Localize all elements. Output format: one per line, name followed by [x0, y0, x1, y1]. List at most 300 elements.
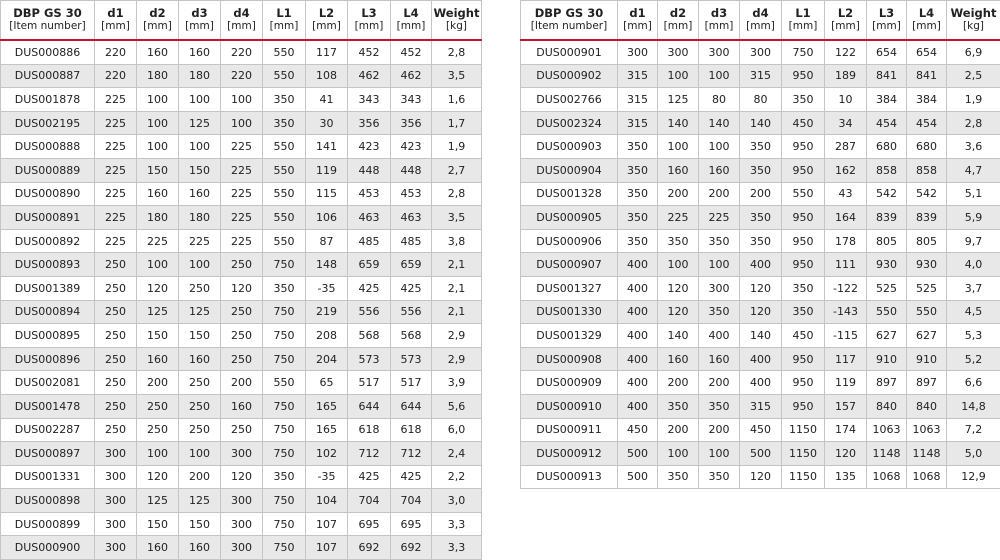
value-cell: 7,2 — [947, 418, 1000, 442]
value-cell: 100 — [699, 135, 740, 159]
value-cell: 568 — [391, 324, 432, 348]
value-cell: -143 — [825, 300, 867, 324]
value-cell: 315 — [618, 88, 658, 112]
value-cell: 225 — [95, 88, 137, 112]
value-cell: 400 — [740, 253, 782, 277]
table-row — [1, 135, 482, 159]
value-cell: 950 — [782, 371, 825, 395]
value-cell: 485 — [348, 229, 391, 253]
value-cell: 150 — [179, 324, 221, 348]
value-cell: 425 — [348, 276, 391, 300]
value-cell: 135 — [825, 465, 867, 489]
value-cell: 120 — [137, 465, 179, 489]
value-cell: 200 — [179, 465, 221, 489]
value-cell: 350 — [782, 300, 825, 324]
value-cell: 450 — [740, 418, 782, 442]
value-cell: 160 — [221, 394, 263, 418]
value-cell: 120 — [740, 276, 782, 300]
value-cell: -35 — [306, 465, 348, 489]
value-cell: 400 — [618, 253, 658, 277]
column-header — [1, 1, 95, 41]
value-cell: 100 — [137, 253, 179, 277]
value-cell: 384 — [867, 88, 907, 112]
table-row — [521, 442, 1000, 466]
value-cell: 858 — [867, 158, 907, 182]
column-header-name: d3 — [699, 7, 739, 20]
product-table-right — [520, 0, 1000, 489]
value-cell: 462 — [391, 64, 432, 88]
value-cell: 100 — [658, 442, 699, 466]
value-cell: 165 — [306, 418, 348, 442]
value-cell: 1148 — [867, 442, 907, 466]
value-cell: 2,4 — [432, 442, 482, 466]
value-cell: 3,7 — [947, 276, 1000, 300]
column-header-name: d2 — [137, 7, 178, 20]
item-number-cell: DUS002081 — [1, 371, 95, 395]
value-cell: 160 — [179, 347, 221, 371]
value-cell: 350 — [740, 206, 782, 230]
value-cell: 485 — [391, 229, 432, 253]
item-number-cell: DUS001330 — [521, 300, 618, 324]
value-cell: 2,8 — [432, 182, 482, 206]
item-number-cell: DUS000897 — [1, 442, 95, 466]
value-cell: 14,8 — [947, 394, 1000, 418]
table-row — [521, 418, 1000, 442]
value-cell: 250 — [137, 418, 179, 442]
value-cell: 462 — [348, 64, 391, 88]
item-number-cell: DUS000886 — [1, 40, 95, 64]
value-cell: 712 — [348, 442, 391, 466]
value-cell: 287 — [825, 135, 867, 159]
value-cell: 250 — [221, 324, 263, 348]
column-header-unit: [mm] — [306, 20, 347, 33]
value-cell: 463 — [391, 206, 432, 230]
value-cell: 225 — [95, 111, 137, 135]
value-cell: 250 — [221, 347, 263, 371]
column-header — [825, 1, 867, 41]
item-number-cell: DUS000912 — [521, 442, 618, 466]
value-cell: 100 — [699, 253, 740, 277]
value-cell: 343 — [391, 88, 432, 112]
value-cell: 448 — [391, 158, 432, 182]
value-cell: 750 — [263, 394, 306, 418]
value-cell: 111 — [825, 253, 867, 277]
value-cell: 659 — [391, 253, 432, 277]
value-cell: 841 — [867, 64, 907, 88]
value-cell: 350 — [618, 229, 658, 253]
value-cell: 6,0 — [432, 418, 482, 442]
value-cell: 200 — [658, 418, 699, 442]
value-cell: 350 — [263, 88, 306, 112]
value-cell: 400 — [699, 324, 740, 348]
value-cell: 618 — [348, 418, 391, 442]
column-header — [618, 1, 658, 41]
value-cell: 107 — [306, 536, 348, 560]
column-header-unit: [mm] — [699, 20, 739, 33]
value-cell: 100 — [137, 111, 179, 135]
value-cell: 350 — [740, 135, 782, 159]
item-number-cell: DUS000900 — [1, 536, 95, 560]
table-row — [1, 418, 482, 442]
value-cell: 350 — [263, 465, 306, 489]
value-cell: 3,3 — [432, 512, 482, 536]
column-header-name: L3 — [867, 7, 906, 20]
value-cell: 4,5 — [947, 300, 1000, 324]
value-cell: 525 — [867, 276, 907, 300]
table-row — [1, 182, 482, 206]
value-cell: 300 — [699, 40, 740, 64]
value-cell: 104 — [306, 489, 348, 513]
value-cell: 454 — [867, 111, 907, 135]
column-header-name: DBP GS 30 — [521, 7, 617, 20]
column-header-unit: [Item number] — [1, 20, 94, 33]
value-cell: 659 — [348, 253, 391, 277]
item-number-cell: DUS000891 — [1, 206, 95, 230]
table-row — [1, 40, 482, 64]
value-cell: 450 — [782, 324, 825, 348]
column-header-name: d4 — [740, 7, 781, 20]
value-cell: 80 — [699, 88, 740, 112]
table-row — [521, 64, 1000, 88]
value-cell: 250 — [179, 276, 221, 300]
column-header — [306, 1, 348, 41]
value-cell: 750 — [263, 324, 306, 348]
value-cell: 178 — [825, 229, 867, 253]
value-cell: 400 — [618, 324, 658, 348]
value-cell: 840 — [907, 394, 947, 418]
value-cell: 400 — [740, 371, 782, 395]
value-cell: 150 — [179, 512, 221, 536]
value-cell: 5,1 — [947, 182, 1000, 206]
value-cell: 315 — [618, 64, 658, 88]
value-cell: 30 — [306, 111, 348, 135]
value-cell: 160 — [137, 347, 179, 371]
value-cell: 1068 — [867, 465, 907, 489]
table-row — [1, 489, 482, 513]
column-header-unit: [mm] — [95, 20, 136, 33]
item-number-cell: DUS002195 — [1, 111, 95, 135]
value-cell: 140 — [740, 324, 782, 348]
value-cell: 1,9 — [432, 135, 482, 159]
item-number-cell: DUS000902 — [521, 64, 618, 88]
column-header — [391, 1, 432, 41]
value-cell: 350 — [658, 229, 699, 253]
value-cell: 180 — [179, 64, 221, 88]
value-cell: 910 — [907, 347, 947, 371]
column-header-name: L4 — [391, 7, 431, 20]
value-cell: 950 — [782, 229, 825, 253]
value-cell: 315 — [618, 111, 658, 135]
value-cell: 160 — [137, 182, 179, 206]
value-cell: 140 — [658, 324, 699, 348]
value-cell: 350 — [699, 229, 740, 253]
value-cell: 1063 — [867, 418, 907, 442]
item-number-cell: DUS000888 — [1, 135, 95, 159]
item-number-cell: DUS002287 — [1, 418, 95, 442]
value-cell: 550 — [263, 40, 306, 64]
value-cell: 692 — [348, 536, 391, 560]
value-cell: 350 — [740, 229, 782, 253]
value-cell: 858 — [907, 158, 947, 182]
value-cell: 750 — [263, 300, 306, 324]
value-cell: 119 — [306, 158, 348, 182]
value-cell: 100 — [137, 442, 179, 466]
item-number-cell: DUS002324 — [521, 111, 618, 135]
value-cell: 550 — [263, 158, 306, 182]
table-row — [1, 347, 482, 371]
value-cell: 220 — [95, 64, 137, 88]
value-cell: 423 — [391, 135, 432, 159]
value-cell: 160 — [179, 40, 221, 64]
column-header — [658, 1, 699, 41]
value-cell: 225 — [658, 206, 699, 230]
table-row — [521, 111, 1000, 135]
value-cell: 750 — [263, 536, 306, 560]
value-cell: 250 — [95, 276, 137, 300]
value-cell: 400 — [618, 347, 658, 371]
value-cell: 140 — [658, 111, 699, 135]
item-number-cell: DUS000904 — [521, 158, 618, 182]
value-cell: 400 — [618, 276, 658, 300]
value-cell: 644 — [348, 394, 391, 418]
value-cell: 550 — [263, 206, 306, 230]
column-header-name: L3 — [348, 7, 390, 20]
value-cell: 300 — [618, 40, 658, 64]
table-row — [521, 347, 1000, 371]
value-cell: 162 — [825, 158, 867, 182]
column-header — [263, 1, 306, 41]
value-cell: 500 — [740, 442, 782, 466]
column-header-unit: [mm] — [658, 20, 698, 33]
column-header-name: L2 — [825, 7, 866, 20]
value-cell: 3,5 — [432, 64, 482, 88]
value-cell: 542 — [907, 182, 947, 206]
value-cell: 3,9 — [432, 371, 482, 395]
value-cell: -35 — [306, 276, 348, 300]
column-header-name: d4 — [221, 7, 262, 20]
table-row — [521, 229, 1000, 253]
column-header — [348, 1, 391, 41]
value-cell: 840 — [867, 394, 907, 418]
column-header-unit: [mm] — [618, 20, 657, 33]
value-cell: 125 — [658, 88, 699, 112]
value-cell: 125 — [179, 111, 221, 135]
table-row — [521, 182, 1000, 206]
value-cell: 6,6 — [947, 371, 1000, 395]
column-header-unit: [mm] — [391, 20, 431, 33]
item-number-cell: DUS001389 — [1, 276, 95, 300]
value-cell: 225 — [221, 229, 263, 253]
value-cell: 300 — [95, 536, 137, 560]
value-cell: 950 — [782, 135, 825, 159]
column-header-unit: [mm] — [221, 20, 262, 33]
table-row — [1, 229, 482, 253]
value-cell: 425 — [348, 465, 391, 489]
value-cell: 300 — [740, 40, 782, 64]
value-cell: 517 — [391, 371, 432, 395]
value-cell: 550 — [263, 64, 306, 88]
value-cell: 164 — [825, 206, 867, 230]
table-row — [1, 206, 482, 230]
value-cell: 220 — [221, 64, 263, 88]
value-cell: 219 — [306, 300, 348, 324]
value-cell: 300 — [221, 536, 263, 560]
value-cell: 250 — [179, 371, 221, 395]
table-header-row — [1, 1, 482, 41]
value-cell: 180 — [137, 206, 179, 230]
value-cell: 343 — [348, 88, 391, 112]
value-cell: 2,9 — [432, 347, 482, 371]
value-cell: 680 — [867, 135, 907, 159]
column-header — [221, 1, 263, 41]
value-cell: 384 — [907, 88, 947, 112]
value-cell: 180 — [179, 206, 221, 230]
item-number-cell: DUS000889 — [1, 158, 95, 182]
value-cell: 225 — [179, 229, 221, 253]
value-cell: 350 — [263, 276, 306, 300]
value-cell: 350 — [618, 135, 658, 159]
value-cell: 250 — [221, 418, 263, 442]
column-header — [867, 1, 907, 41]
value-cell: 200 — [699, 182, 740, 206]
value-cell: 3,0 — [432, 489, 482, 513]
value-cell: 950 — [782, 64, 825, 88]
table-header-row — [521, 1, 1000, 41]
item-number-cell: DUS000896 — [1, 347, 95, 371]
value-cell: 250 — [95, 300, 137, 324]
value-cell: 950 — [782, 253, 825, 277]
value-cell: 200 — [740, 182, 782, 206]
column-header-name: L1 — [782, 7, 824, 20]
value-cell: 87 — [306, 229, 348, 253]
value-cell: 174 — [825, 418, 867, 442]
value-cell: 2,8 — [432, 40, 482, 64]
column-header — [179, 1, 221, 41]
value-cell: 542 — [867, 182, 907, 206]
value-cell: 550 — [263, 182, 306, 206]
value-cell: 897 — [907, 371, 947, 395]
value-cell: 100 — [179, 88, 221, 112]
value-cell: 400 — [618, 300, 658, 324]
value-cell: 100 — [179, 253, 221, 277]
table-row — [521, 206, 1000, 230]
value-cell: 500 — [618, 465, 658, 489]
value-cell: 225 — [95, 229, 137, 253]
column-header-name: d1 — [618, 7, 657, 20]
value-cell: 300 — [95, 465, 137, 489]
table-row — [1, 324, 482, 348]
value-cell: 250 — [95, 394, 137, 418]
value-cell: 100 — [179, 442, 221, 466]
value-cell: 200 — [137, 371, 179, 395]
value-cell: 3,8 — [432, 229, 482, 253]
value-cell: 125 — [179, 300, 221, 324]
value-cell: 125 — [137, 489, 179, 513]
value-cell: 225 — [699, 206, 740, 230]
value-cell: 1,9 — [947, 88, 1000, 112]
value-cell: 1,7 — [432, 111, 482, 135]
value-cell: 839 — [907, 206, 947, 230]
table-row — [1, 88, 482, 112]
value-cell: 5,6 — [432, 394, 482, 418]
value-cell: 1150 — [782, 465, 825, 489]
value-cell: 160 — [699, 158, 740, 182]
value-cell: 200 — [699, 418, 740, 442]
table-row — [521, 135, 1000, 159]
item-number-cell: DUS000887 — [1, 64, 95, 88]
value-cell: 315 — [740, 394, 782, 418]
value-cell: 568 — [348, 324, 391, 348]
table-row — [1, 536, 482, 560]
value-cell: 120 — [740, 300, 782, 324]
value-cell: 225 — [221, 182, 263, 206]
value-cell: 100 — [221, 88, 263, 112]
table-row — [521, 371, 1000, 395]
item-number-cell: DUS001329 — [521, 324, 618, 348]
column-header-name: L1 — [263, 7, 305, 20]
value-cell: 5,0 — [947, 442, 1000, 466]
column-header-unit: [mm] — [907, 20, 946, 33]
item-number-cell: DUS000908 — [521, 347, 618, 371]
value-cell: 225 — [95, 206, 137, 230]
column-header-name: DBP GS 30 — [1, 7, 94, 20]
value-cell: 1,6 — [432, 88, 482, 112]
value-cell: 6,9 — [947, 40, 1000, 64]
value-cell: 627 — [867, 324, 907, 348]
value-cell: 160 — [658, 158, 699, 182]
value-cell: 556 — [391, 300, 432, 324]
value-cell: 225 — [95, 182, 137, 206]
item-number-cell: DUS000909 — [521, 371, 618, 395]
value-cell: 250 — [95, 418, 137, 442]
value-cell: 125 — [179, 489, 221, 513]
value-cell: 250 — [221, 300, 263, 324]
value-cell: 750 — [263, 489, 306, 513]
value-cell: 100 — [658, 135, 699, 159]
column-header-unit: [Item number] — [521, 20, 617, 33]
value-cell: 160 — [137, 40, 179, 64]
column-header-unit: [mm] — [782, 20, 824, 33]
value-cell: 300 — [221, 512, 263, 536]
value-cell: 150 — [137, 324, 179, 348]
value-cell: 680 — [907, 135, 947, 159]
value-cell: 2,5 — [947, 64, 1000, 88]
value-cell: 750 — [263, 418, 306, 442]
column-header — [782, 1, 825, 41]
value-cell: 704 — [391, 489, 432, 513]
value-cell: 150 — [179, 158, 221, 182]
value-cell: 550 — [263, 371, 306, 395]
value-cell: 300 — [221, 442, 263, 466]
value-cell: 1150 — [782, 442, 825, 466]
table-row — [1, 111, 482, 135]
item-number-cell: DUS000911 — [521, 418, 618, 442]
value-cell: 517 — [348, 371, 391, 395]
column-header-unit: [mm] — [740, 20, 781, 33]
value-cell: 2,1 — [432, 276, 482, 300]
value-cell: 400 — [618, 394, 658, 418]
value-cell: 208 — [306, 324, 348, 348]
value-cell: 80 — [740, 88, 782, 112]
table-row — [1, 465, 482, 489]
column-header-name: Weight — [432, 7, 481, 20]
value-cell: 100 — [658, 64, 699, 88]
value-cell: 350 — [263, 111, 306, 135]
value-cell: 654 — [867, 40, 907, 64]
value-cell: 692 — [391, 536, 432, 560]
value-cell: 41 — [306, 88, 348, 112]
value-cell: 225 — [95, 135, 137, 159]
